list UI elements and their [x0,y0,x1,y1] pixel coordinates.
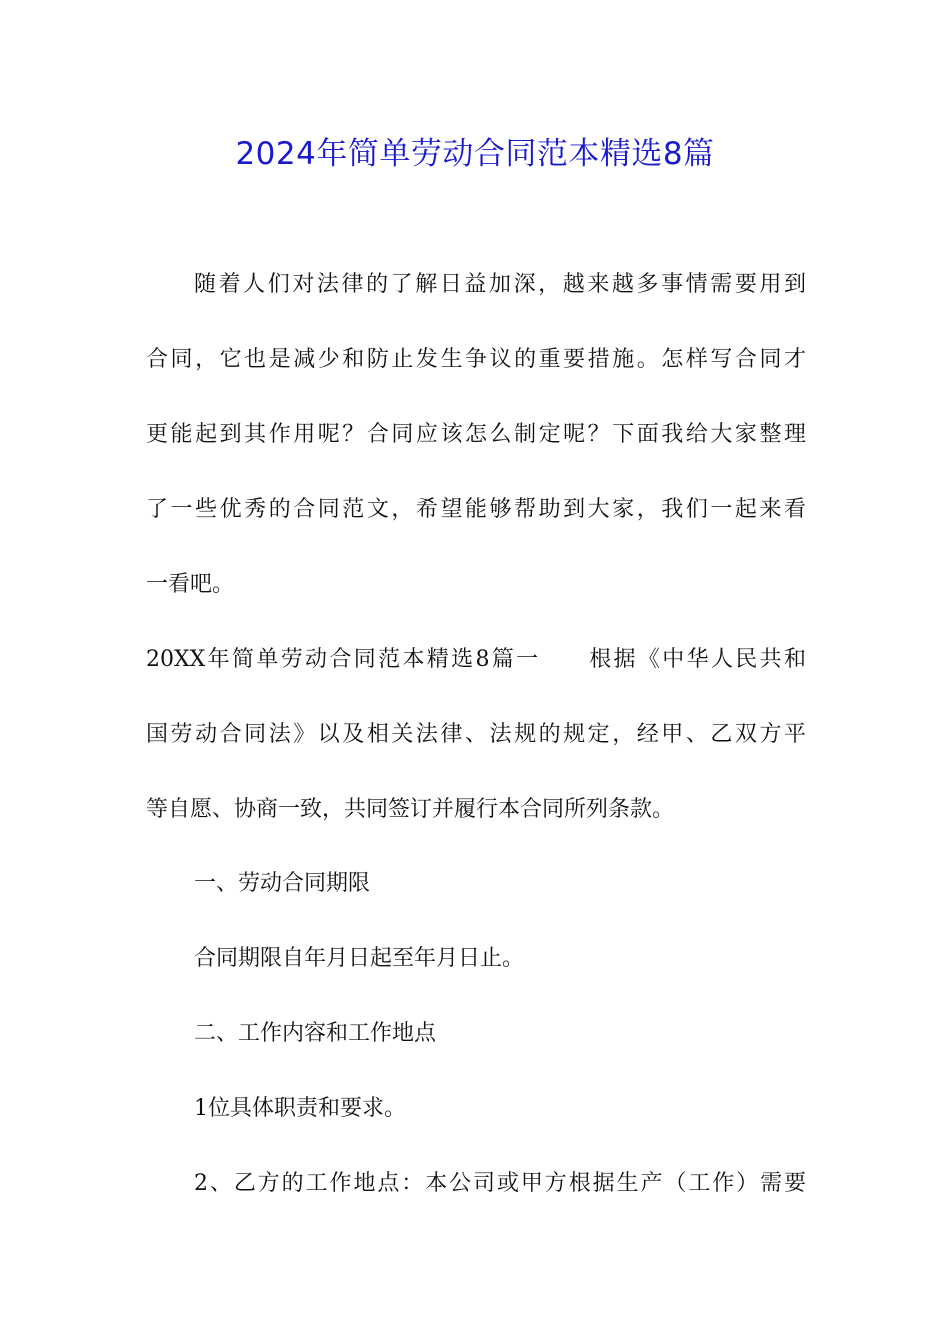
paragraph-line: 国劳动合同法》以及相关法律、法规的规定，经甲、乙双方平 [146,722,806,747]
paragraph-line: 等自愿、协商一致，共同签订并履行本合同所列条款。 [146,797,675,822]
section-heading: 一、劳动合同期限 [194,871,371,896]
paragraph-line: 20XX年简单劳动合同范本精选8篇一 根据《中华人民共和 [146,647,806,672]
paragraph-line: 一看吧。 [146,572,235,597]
section-heading: 二、工作内容和工作地点 [194,1021,437,1046]
paragraph-line: 随着人们对法律的了解日益加深，越来越多事情需要用到 [194,272,806,297]
document-title: 2024年简单劳动合同范本精选8篇 [235,136,715,172]
paragraph-line: 了一些优秀的合同范文，希望能够帮助到大家，我们一起来看 [146,497,806,522]
paragraph-line: 1位具体职责和要求。 [194,1096,406,1121]
paragraph-line: 合同，它也是减少和防止发生争议的重要措施。怎样写合同才 [146,347,806,372]
paragraph-line: 2、乙方的工作地点：本公司或甲方根据生产（工作）需要 [194,1171,806,1196]
paragraph-line: 更能起到其作用呢？合同应该怎么制定呢？下面我给大家整理 [146,422,806,447]
paragraph-line: 合同期限自年月日起至年月日止。 [194,946,525,971]
